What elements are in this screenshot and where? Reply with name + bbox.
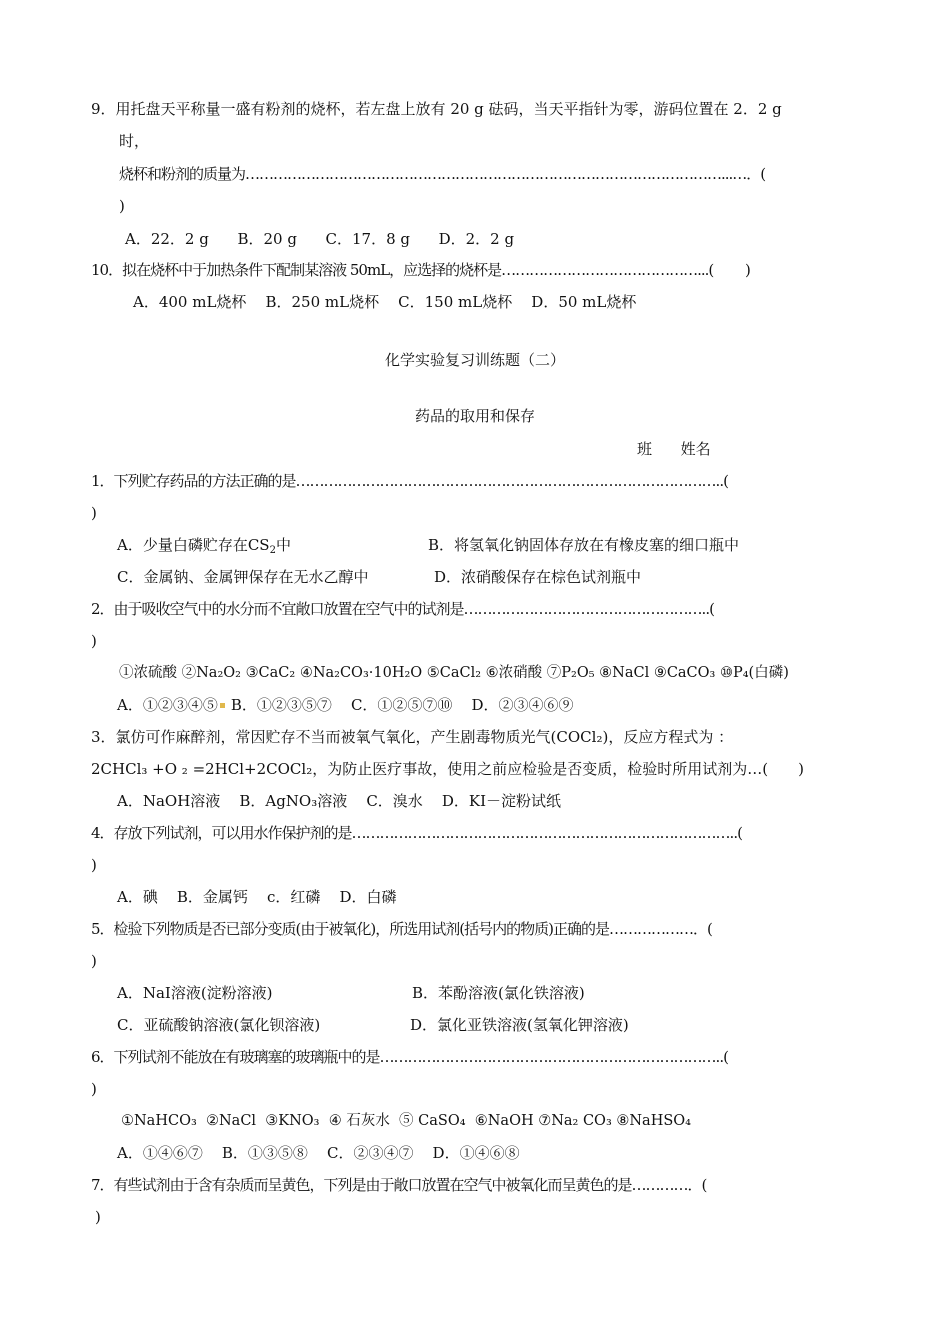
p2-reagent-list: ①浓硫酸 ②Na₂O₂ ③CaC₂ ④Na₂CO₃·10H₂O ⑤CaCl₂ ⑥浓硝酸 ⑦P₂O₅ ⑧NaCl ⑨CaCO₃ ⑩P₄(白磷) bbox=[119, 665, 789, 681]
q9-stem-line2: 时， bbox=[119, 132, 150, 150]
p1-option-a: A．少量白磷贮存在$CS_2$中 bbox=[117, 536, 291, 556]
section-subtitle: 药品的取用和保存 bbox=[414, 407, 535, 425]
p3-stem-line2: 2CHCl₃ +O ₂ =2HCl+2COCl₂，为防止医疗事故，使用之前应检验是否变质，检验时所用试剂为…( ) bbox=[91, 760, 804, 778]
p2-option-a: A．①②③④⑤ bbox=[117, 696, 218, 714]
p2-options bbox=[117, 695, 574, 715]
p5-option-c: C．亚硫酸钠溶液(氯化钡溶液) bbox=[117, 1016, 321, 1034]
class-name-field: 班 姓名 bbox=[637, 440, 711, 458]
p5-option-b: B．苯酚溶液(氯化铁溶液) bbox=[412, 984, 585, 1002]
p2-answer-paren: ) bbox=[91, 632, 97, 650]
p1-option-c: C．金属钠、金属钾保存在无水乙醇中 bbox=[117, 568, 369, 586]
p5-stem: 5．检验下列物质是否已部分变质(由于被氧化)，所选用试剂(括号内的物质)正确的是………………．( bbox=[91, 920, 712, 938]
p4-answer-paren: ) bbox=[91, 856, 97, 874]
p1-stem: 1．下列贮存药品的方法正确的是………………………………………………………………………………..( bbox=[91, 472, 728, 490]
p6-options: A．①④⑥⑦ B．①③⑤⑧ C．②③④⑦ D．①④⑥⑧ bbox=[117, 1144, 520, 1162]
q9-answer-paren: ) bbox=[119, 197, 125, 215]
p6-stem: 6．下列试剂不能放在有玻璃塞的玻璃瓶中的是………………………………………………………………..( bbox=[91, 1048, 728, 1066]
p3-options: A．NaOH溶液 B．AgNO₃溶液 C．溴水 D．KI－淀粉试纸 bbox=[117, 792, 562, 810]
p5-answer-paren: ) bbox=[91, 952, 97, 970]
q10-options: A．400 mL烧杯 B．250 mL烧杯 C．150 mL烧杯 D．50 mL烧杯 bbox=[133, 293, 637, 311]
p1-option-b: B．将氢氧化钠固体存放在有橡皮塞的细口瓶中 bbox=[428, 536, 740, 554]
q9-options: A．22．2 g B．20 g C．17．8 g D．2．2 g bbox=[125, 230, 515, 248]
p1-answer-paren: ) bbox=[91, 504, 97, 522]
p4-options: A．碘 B．金属钙 c．红磷 D．白磷 bbox=[117, 888, 397, 906]
p6-answer-paren: ) bbox=[91, 1080, 97, 1098]
p2-options-rest: B．①②③⑤⑦ C．①②⑤⑦⑩ D．②③④⑥⑨ bbox=[230, 696, 574, 714]
q9-stem-line1: 9．用托盘天平称量一盛有粉剂的烧杯，若左盘上放有 20 g 砝码，当天平指针为零，游码位置在 2．2 g bbox=[91, 100, 782, 118]
highlight-mark bbox=[220, 703, 225, 708]
p6-reagent-list: ①NaHCO₃ ②NaCl ③KNO₃ ④ 石灰水 ⑤ CaSO₄ ⑥NaOH ⑦Na₂ CO₃ ⑧NaHSO₄ bbox=[121, 1113, 691, 1129]
q10-stem: 10．拟在烧杯中于加热条件下配制某溶液 50mL，应选择的烧杯是……………………………………...( ) bbox=[91, 261, 750, 279]
section-title: 化学实验复习训练题（二） bbox=[384, 351, 565, 369]
p2-stem: 2．由于吸收空气中的水分而不宜敞口放置在空气中的试剂是……………………………………………..( bbox=[91, 600, 714, 618]
p5-option-a: A．NaI溶液(淀粉溶液) bbox=[117, 984, 273, 1002]
q9-stem-line3: 烧杯和粉剂的质量为…………………………………………………………………………………………...…．( bbox=[119, 165, 766, 183]
p7-answer-paren: ) bbox=[95, 1208, 101, 1226]
p5-option-d: D．氯化亚铁溶液(氢氧化钾溶液) bbox=[410, 1016, 629, 1034]
p3-stem-line1: 3．氯仿可作麻醉剂，常因贮存不当而被氧气氧化，产生剧毒物质光气(COCl₂)，反应方程式为 ： bbox=[91, 728, 734, 746]
p7-stem: 7．有些试剂由于含有杂质而呈黄色，下列是由于敞口放置在空气中被氧化而呈黄色的是…………．( bbox=[91, 1176, 707, 1194]
p1-option-d: D．浓硝酸保存在棕色试剂瓶中 bbox=[434, 568, 642, 586]
p4-stem: 4．存放下列试剂，可以用水作保护剂的是………………………………………………………………………..( bbox=[91, 824, 742, 842]
